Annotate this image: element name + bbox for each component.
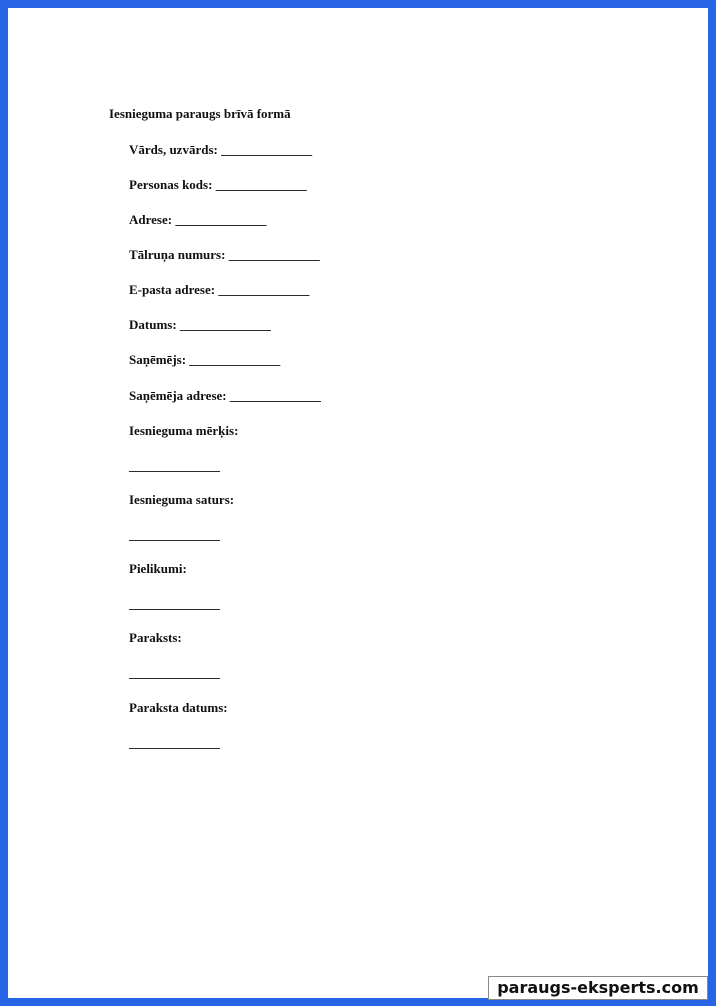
field-blank: ______________ (229, 388, 321, 403)
section-signature-label: Paraksts: (129, 630, 182, 645)
field-label: E-pasta adrese: (129, 282, 216, 297)
field-label: Datums: (129, 317, 177, 332)
field-recipient-address (129, 388, 321, 404)
site-watermark: paraugs-eksperts.com (488, 976, 708, 1000)
field-blank: ______________ (175, 212, 267, 227)
field-phone (129, 247, 320, 263)
field-blank: ______________ (189, 352, 281, 367)
field-address (129, 212, 266, 228)
field-blank: ______________ (218, 282, 310, 297)
field-label: Saņēmējs: (129, 352, 187, 367)
section-signature-date-blank: ______________ (129, 735, 220, 750)
field-blank: ______________ (228, 247, 320, 262)
document-title: Iesnieguma paraugs brīvā formā (109, 106, 291, 121)
document-page (8, 8, 708, 998)
field-blank: ______________ (179, 317, 271, 332)
field-personal-code (129, 177, 307, 193)
section-purpose-blank: ______________ (129, 458, 220, 473)
field-label: Personas kods: (129, 177, 213, 192)
field-name (129, 142, 312, 158)
field-blank: ______________ (221, 142, 313, 157)
section-content-blank: ______________ (129, 527, 220, 542)
field-label: Saņēmēja adrese: (129, 388, 227, 403)
field-label: Vārds, uzvārds: (129, 142, 218, 157)
section-content-label: Iesnieguma saturs: (129, 492, 235, 507)
field-label: Adrese: (129, 212, 173, 227)
section-signature-blank: ______________ (129, 665, 220, 680)
section-attachments-label: Pielikumi: (129, 561, 187, 576)
field-date (129, 317, 271, 333)
field-blank: ______________ (215, 177, 307, 192)
field-label: Tālruņa numurs: (129, 247, 226, 262)
field-recipient (129, 352, 280, 368)
section-signature-date-label: Paraksta datums: (129, 700, 228, 715)
section-attachments-blank: ______________ (129, 596, 220, 611)
field-email (129, 282, 309, 298)
section-purpose-label: Iesnieguma mērķis: (129, 423, 239, 438)
